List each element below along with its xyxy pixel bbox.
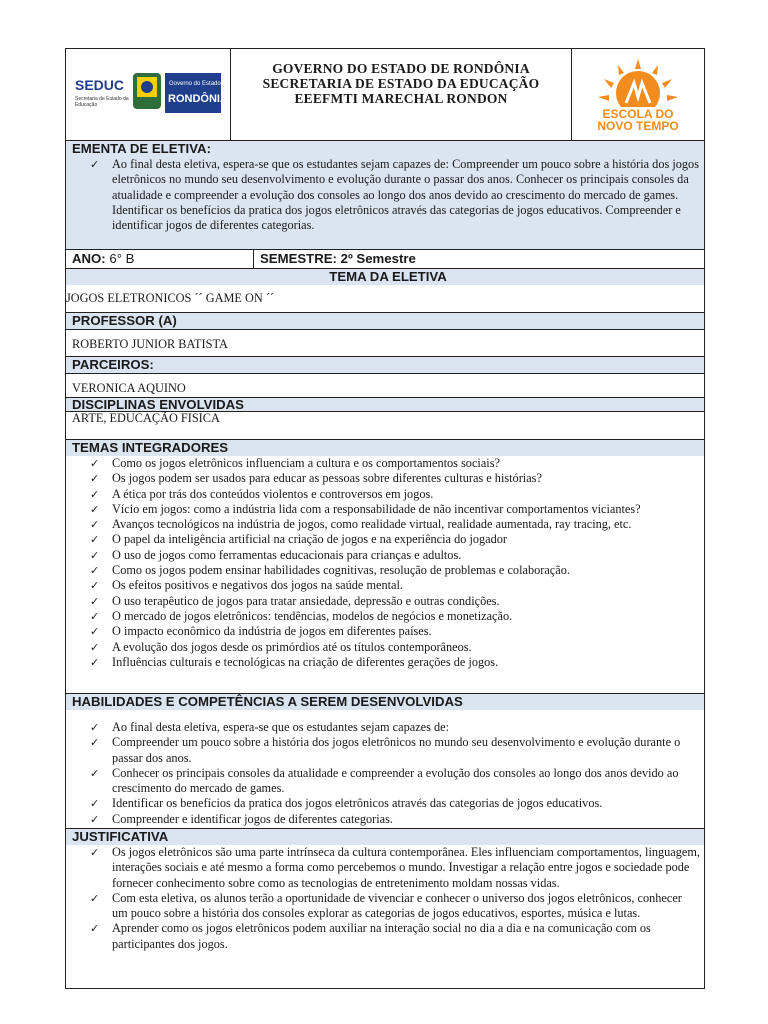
- list-item: ✓ Conhecer os principais consoles da atualidade e compreender a evolução dos consoles ao longo dos anos devido ao crescimento do mercado de games.: [90, 766, 700, 797]
- temas-section: [66, 440, 704, 694]
- svg-text:Educação: Educação: [75, 101, 98, 108]
- disciplinas-heading-row: [66, 398, 704, 412]
- professor-value-row: [66, 330, 704, 357]
- header-title: [231, 49, 571, 140]
- semestre-label: SEMESTRE:: [260, 251, 337, 266]
- escola-novo-tempo-logo: [571, 49, 704, 140]
- sun-logo-graphic: [582, 55, 694, 135]
- ano-field: [66, 250, 254, 268]
- parceiros-value: VERONICA AQUINO: [72, 381, 186, 395]
- habilidades-heading: HABILIDADES E COMPETÊNCIAS A SEREM DESENVOLVIDAS: [66, 694, 704, 710]
- temas-heading: TEMAS INTEGRADORES: [66, 440, 704, 456]
- ano-value: 6° B: [109, 251, 135, 266]
- professor-value: ROBERTO JUNIOR BATISTA: [72, 337, 228, 351]
- list-item: ✓ Compreender um pouco sobre a história dos jogos eletrônicos no mundo seu desenvolvimento e evolução durante o passar dos anos.: [90, 735, 700, 766]
- list-item: ✓ Vício em jogos: como a indústria lida com a responsabilidade de não incentivar comportamentos viciantes?: [90, 502, 700, 517]
- list-item: ✓ O mercado de jogos eletrônicos: tendências, modelos de negócios e monetização.: [90, 609, 700, 624]
- list-item: ✓ Influências culturais e tecnológicas na criação de diferentes gerações de jogos.: [90, 655, 700, 670]
- parceiros-heading-row: [66, 357, 704, 374]
- semestre-field: [254, 250, 704, 268]
- tema-heading-row: [66, 269, 704, 285]
- ementa-list: [66, 157, 704, 233]
- list-item: ✓ Identificar os benefícios da pratica dos jogos eletrônicos através das categorias de jogos educativos.: [90, 796, 700, 811]
- svg-text:SEDUC: SEDUC: [75, 76, 125, 93]
- ano-semestre-row: [66, 250, 704, 269]
- professor-heading-row: [66, 313, 704, 330]
- list-item: ✓ Os jogos podem ser usados para educar as pessoas sobre diferentes culturas e histórias?: [90, 471, 700, 486]
- justificativa-section: [66, 829, 704, 988]
- svg-text:ESCOLA DO: ESCOLA DO: [602, 106, 674, 121]
- list-item: ✓ Compreender e identificar jogos de diferentes categorias.: [90, 812, 700, 827]
- list-item: ✓ Ao final desta eletiva, espera-se que os estudantes sejam capazes de:: [90, 720, 700, 735]
- list-item: ✓ Os efeitos positivos e negativos dos jogos na saúde mental.: [90, 578, 700, 593]
- justificativa-heading: JUSTIFICATIVA: [66, 829, 704, 845]
- list-item: ✓ Ao final desta eletiva, espera-se que os estudantes sejam capazes de: Compreender um pouco sobre a história dos jogos eletrônicos no mundo seu desenvolvimento e evolução durante o passar dos anos. Conhecer os principais consoles da atualidade e compreender a evolução dos consoles ao longo dos anos devido ao crescimento do mercado de games. Identificar os benefícios da pratica dos jogos eletrônicos através das categorias de jogos educativos. Compreender e identificar jogos de diferentes categorias.: [90, 157, 700, 233]
- list-item: ✓ O impacto econômico da indústria de jogos em diferentes países.: [90, 624, 700, 639]
- ementa-heading: EMENTA DE ELETIVA:: [66, 141, 704, 157]
- list-item: ✓ Aprender como os jogos eletrônicos podem auxiliar na interação social no dia a dia e na comunicação com os participantes dos jogos.: [90, 921, 700, 952]
- habilidades-section: [66, 694, 704, 829]
- list-item: ✓ O uso terapêutico de jogos para tratar ansiedade, depressão e outras condições.: [90, 594, 700, 609]
- list-item: ✓ A ética por trás dos conteúdos violentos e controversos em jogos.: [90, 487, 700, 502]
- ementa-section: [66, 141, 704, 250]
- svg-text:NOVO TEMPO: NOVO TEMPO: [597, 118, 679, 133]
- professor-heading: PROFESSOR (A): [66, 313, 704, 329]
- list-item: ✓ Como os jogos podem ensinar habilidades cognitivas, resolução de problemas e colaboração.: [90, 563, 700, 578]
- ano-label: ANO:: [72, 251, 106, 266]
- tema-value-row: [66, 285, 704, 313]
- disciplinas-value-row: [66, 412, 704, 440]
- header-title-line: GOVERNO DO ESTADO DE RONDÔNIA: [272, 61, 530, 76]
- list-item: ✓ Com esta eletiva, os alunos terão a oportunidade de vivenciar e conhecer o universo dos jogos eletrônicos, conhecer um pouco sobre a história dos consoles explorar as categorias de jogos educativos, esportes, música e lutas.: [90, 891, 700, 922]
- disciplinas-heading: DISCIPLINAS ENVOLVIDAS: [66, 398, 704, 411]
- elective-form: [65, 48, 705, 989]
- seduc-logo: [66, 49, 231, 140]
- list-item: ✓ O papel da inteligência artificial na criação de jogos e na experiência do jogador: [90, 532, 700, 547]
- svg-text:Secretaria de Estado da: Secretaria de Estado da: [75, 95, 129, 102]
- header-title-line: EEEFMTI MARECHAL RONDON: [294, 91, 508, 106]
- list-item: ✓ A evolução dos jogos desde os primórdios até os títulos contemporâneos.: [90, 640, 700, 655]
- header-title-line: SECRETARIA DE ESTADO DA EDUCAÇÃO: [262, 76, 540, 91]
- parceiros-value-row: [66, 374, 704, 398]
- svg-text:RONDÔNIA: RONDÔNIA: [168, 92, 228, 105]
- semestre-value: 2º Semestre: [340, 251, 416, 266]
- justificativa-list: [66, 845, 704, 952]
- disciplinas-value: ARTE, EDUCAÇÃO FISICA: [72, 411, 220, 425]
- seduc-logo-graphic: [73, 69, 230, 121]
- tema-heading: TEMA DA ELETIVA: [66, 269, 704, 285]
- tema-value: JOGOS ELETRONICOS ´´ GAME ON ´´: [66, 291, 275, 305]
- svg-text:Governo do Estado de: Governo do Estado de: [169, 80, 230, 87]
- list-item: ✓ O uso de jogos como ferramentas educacionais para crianças e adultos.: [90, 548, 700, 563]
- document-header: [66, 49, 704, 141]
- temas-list: [66, 456, 704, 670]
- list-item: ✓ Avanços tecnológicos na indústria de jogos, como realidade virtual, realidade aumentada, ray tracing, etc.: [90, 517, 700, 532]
- list-item: ✓ Como os jogos eletrônicos influenciam a cultura e os comportamentos sociais?: [90, 456, 700, 471]
- list-item: ✓ Os jogos eletrônicos são uma parte intrínseca da cultura contemporânea. Eles influenciam comportamentos, linguagem, interações sociais e até mesmo a forma como percebemos o mundo. Investigar a relação entre jogos e sociedade pode fornecer conhecimento sobre como as tecnologias de entretenimento moldam nossas vidas.: [90, 845, 700, 891]
- habilidades-list: [66, 710, 704, 827]
- parceiros-heading: PARCEIROS:: [66, 357, 704, 373]
